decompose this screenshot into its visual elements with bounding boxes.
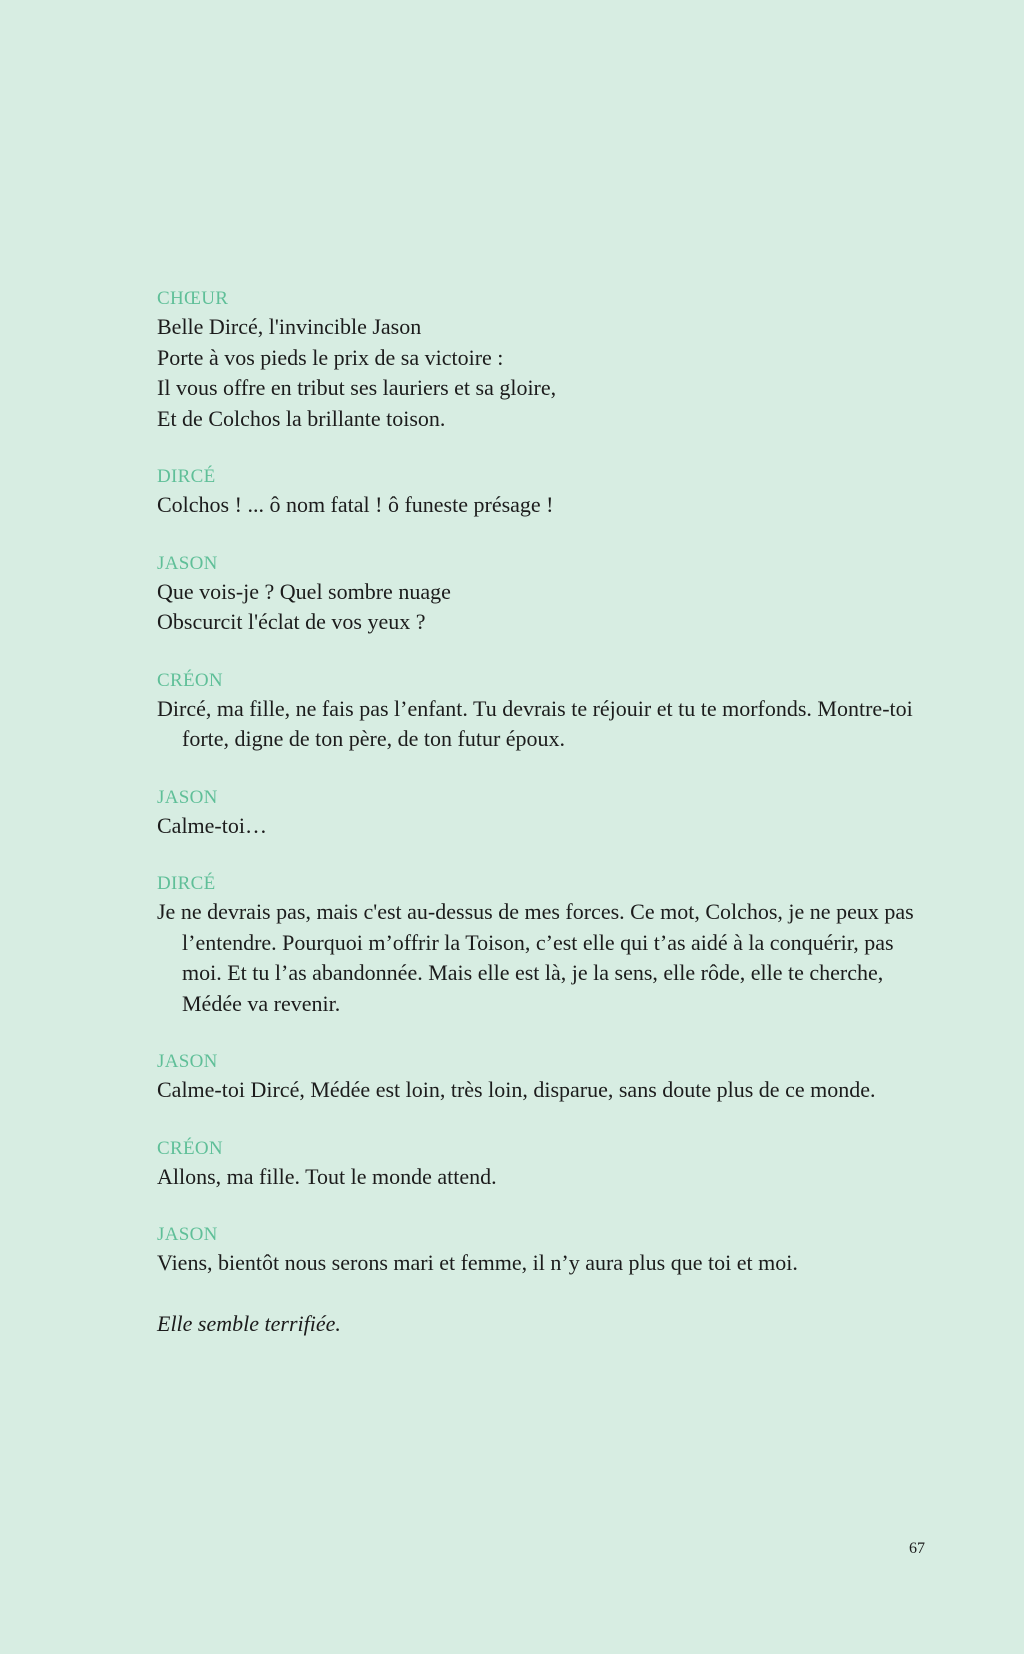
speech-text: Calme-toi… [157, 812, 267, 838]
speech-creon [157, 1136, 917, 1193]
verse-line: Il vous offre en tribut ses lauriers et sa gloire, [157, 375, 557, 400]
play-text [157, 286, 917, 1339]
speech-creon [157, 668, 917, 755]
speaker-name: CHŒUR [157, 288, 229, 309]
speech-text: Allons, ma fille. Tout le monde attend. [157, 1163, 497, 1189]
stage-direction: Elle semble terrifiée. [157, 1310, 341, 1336]
verse-line: Que vois-je ? Quel sombre nuage [157, 578, 451, 604]
speech-dirce [157, 871, 917, 1019]
page-number: 67 [909, 1540, 925, 1557]
verse-line: Belle Dircé, l'invincible Jason [157, 314, 422, 339]
speech-text: Dircé, ma fille, ne fais pas l’enfant. Tu devrais te réjouir et tu te morfonds. Montre-toi forte, digne de ton père, de ton futur époux. [157, 695, 913, 751]
speaker-name: CRÉON [157, 1137, 223, 1159]
verse-line: Colchos ! ... ô nom fatal ! ô funeste présage ! [157, 492, 554, 517]
speaker-name: DIRCÉ [157, 466, 216, 487]
verse-line: Et de Colchos la brillante toison. [157, 405, 446, 431]
speaker-name: CRÉON [157, 669, 223, 691]
speaker-name: JASON [157, 1051, 218, 1072]
speech-jason [157, 1222, 917, 1279]
verse-line: Obscurcit l'éclat de vos yeux ? [157, 609, 426, 634]
speaker-name: JASON [157, 552, 218, 574]
speaker-name: DIRCÉ [157, 873, 216, 894]
speech-text: Viens, bientôt nous serons mari et femme, il n’y aura plus que toi et moi. [157, 1250, 798, 1275]
speech-text: Je ne devrais pas, mais c'est au-dessus de mes forces. Ce mot, Colchos, je ne peux pas l’entendre. Pourquoi m’offrir la Toison, c’est elle qui t’as aidé à la conquérir, pas moi. Et tu l’as abandonnée. Mais elle est là, je la sens, elle rôde, elle te cherche, Médée va revenir. [157, 899, 914, 1016]
speech-dirce [157, 464, 917, 521]
speech-text: Calme-toi Dircé, Médée est loin, très loin, disparue, sans doute plus de ce monde. [157, 1077, 876, 1102]
speech-jason [157, 785, 917, 842]
speech-jason [157, 1049, 917, 1106]
speech-jason [157, 551, 917, 638]
speech-choeur [157, 286, 917, 434]
speaker-name: JASON [157, 786, 218, 808]
verse-line: Porte à vos pieds le prix de sa victoire : [157, 344, 504, 370]
speaker-name: JASON [157, 1224, 218, 1245]
